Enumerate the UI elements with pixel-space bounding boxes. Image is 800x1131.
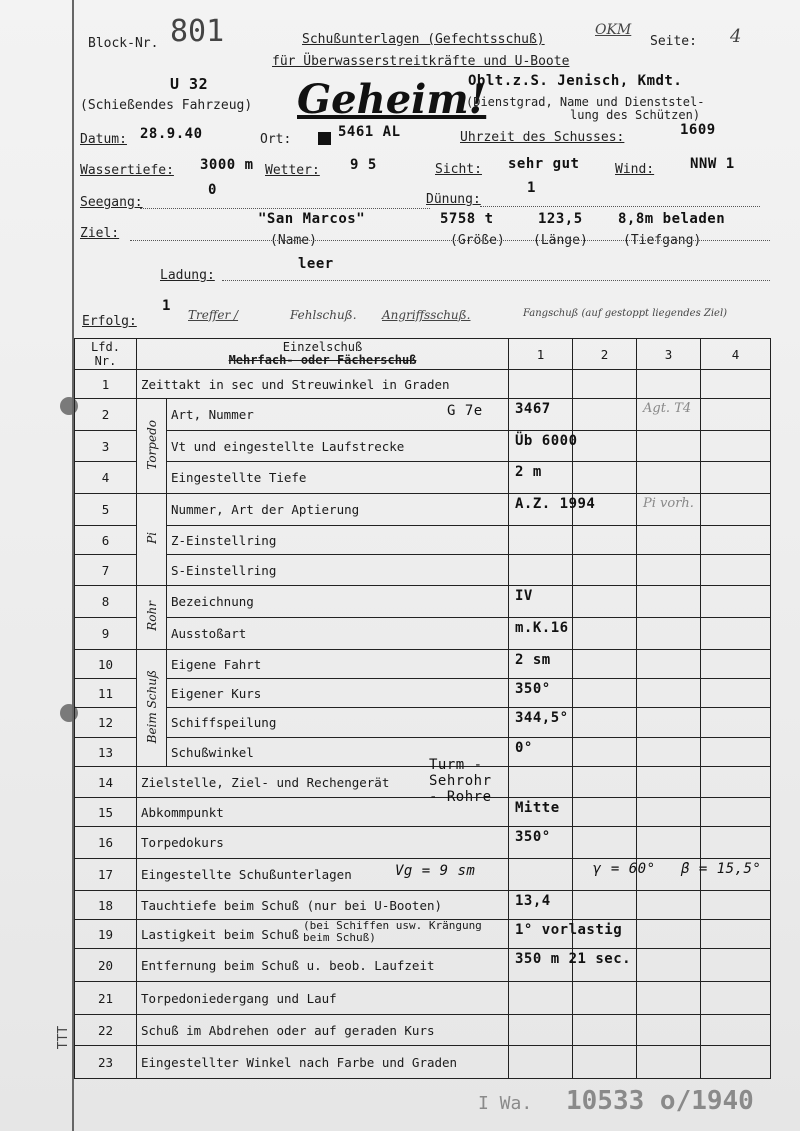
row-number: 12: [75, 708, 137, 738]
commander-caption-2: lung des Schützen): [570, 108, 701, 122]
value-col-2: [573, 859, 656, 891]
row-number: 6: [75, 526, 137, 555]
row-label-cell: [167, 679, 509, 708]
value-col-1: [509, 555, 573, 586]
row-number: 5: [75, 494, 137, 526]
row-label-cell: [137, 370, 509, 399]
row-label-cell: [137, 1015, 509, 1046]
commander: Oblt.z.S. Jenisch, Kmdt.: [468, 73, 683, 89]
table-row: [75, 1046, 771, 1079]
commander-caption-1: (Dienstgrad, Name und Dienststel-: [466, 95, 705, 109]
block-label: Block-Nr.: [88, 36, 159, 51]
depth-value: 3000 m: [200, 157, 254, 173]
table-row: [75, 462, 771, 494]
archive-number: 10533 o/1940: [566, 1086, 754, 1116]
row-label-cell: [167, 708, 509, 738]
value-1: 1° vorlastig: [515, 922, 623, 938]
weather-label: Wetter:: [265, 163, 320, 178]
target-length: 123,5: [538, 211, 583, 227]
value-col-2: [573, 949, 637, 982]
dotted-line: [130, 240, 770, 241]
page-value: 4: [730, 26, 742, 47]
row-number: 17: [75, 859, 137, 891]
row-label-cell: [167, 555, 509, 586]
row-number: 22: [75, 1015, 137, 1046]
date-value: 28.9.40: [140, 126, 203, 142]
result-label: Erfolg:: [82, 314, 137, 329]
result-count: 1: [162, 298, 171, 314]
value-col-4: [701, 827, 771, 859]
row-label: S-Einstellring: [171, 562, 277, 578]
value-col-1: [509, 920, 623, 949]
boat-caption: (Schießendes Fahrzeug): [80, 98, 253, 113]
row-label: Zielstelle, Ziel- und Rechengerät: [141, 774, 390, 790]
row-number: 18: [75, 891, 137, 920]
value-col-2: [573, 708, 637, 738]
value-1: IV: [515, 588, 533, 604]
value-1: Mitte: [515, 800, 560, 816]
value-col-2: [573, 618, 637, 650]
table-row: [75, 708, 771, 738]
row-label-cell: [137, 757, 509, 805]
row-number: 3: [75, 431, 137, 462]
value-col-4: [701, 679, 771, 708]
value-col-2: [573, 555, 637, 586]
value-col-1: [509, 618, 573, 650]
block-number: 801: [170, 14, 225, 49]
value-col-3: [637, 370, 701, 399]
dotted-line: [480, 206, 760, 207]
value-1: 2 m: [515, 464, 542, 480]
value-col-1: [509, 679, 573, 708]
value-1: A.Z. 1994: [515, 496, 596, 512]
row-number: 20: [75, 949, 137, 982]
target-label: Ziel:: [80, 226, 120, 241]
row-label: Torpedokurs: [141, 835, 224, 850]
value-col-3: [637, 949, 701, 982]
row-label-cell: [137, 949, 509, 982]
sea-label: Seegang:: [80, 195, 143, 210]
value-col-3: [637, 982, 701, 1015]
value-col-4: [701, 859, 771, 891]
form-title: Schußunterlagen (Gefechtsschuß): [302, 32, 545, 47]
table-row: [75, 891, 771, 920]
row-label: Eigene Fahrt: [171, 656, 262, 672]
row-annotation: G 7e: [447, 403, 483, 419]
row-number: 23: [75, 1046, 137, 1079]
value-1: 13,4: [515, 893, 551, 909]
value-col-1: [509, 462, 573, 494]
row-label-cell: [167, 650, 509, 679]
group-label: Beim Schuß: [144, 669, 159, 744]
okm-mark: OKM: [595, 22, 632, 38]
row-number: 11: [75, 679, 137, 708]
row-label: Eigener Kurs: [171, 685, 262, 701]
table-row: [75, 738, 771, 767]
value-col-4: [701, 708, 771, 738]
caption-size: (Größe): [450, 233, 505, 248]
value-col-4: [701, 798, 771, 827]
target-size: 5758 t: [440, 211, 494, 227]
group-rohr: [137, 586, 167, 650]
value-col-2: [573, 370, 637, 399]
row-number: 13: [75, 738, 137, 767]
gamma-angle: γ = 60°: [593, 861, 656, 877]
row-number: 8: [75, 586, 137, 618]
place-value: 5461 AL: [338, 124, 401, 140]
value-col-2: [573, 526, 637, 555]
weather-value: 9 5: [350, 157, 377, 173]
table-row: [75, 1015, 771, 1046]
row-label: Bezeichnung: [171, 594, 254, 609]
value-col-4: [701, 494, 771, 526]
target-draught: 8,8m beladen: [618, 211, 726, 227]
row-label-cell: [137, 1046, 509, 1079]
header-single-shot: Einzelschuß: [282, 339, 363, 354]
value-1: 350°: [515, 829, 551, 845]
value-col-3: [637, 586, 701, 618]
value-1: m.K.16: [515, 620, 569, 636]
header-col-4: 4: [701, 339, 771, 370]
row-label: Art, Nummer: [171, 407, 254, 422]
table-row: [75, 555, 771, 586]
visibility-value: sehr gut: [508, 156, 580, 172]
table-row: [75, 949, 771, 982]
value-col-2: [573, 650, 637, 679]
row-number: 16: [75, 827, 137, 859]
row-label-cell: [167, 618, 509, 650]
row-number: 19: [75, 920, 137, 949]
value-col-3: [637, 827, 701, 859]
table-row: [75, 586, 771, 618]
row-number: 21: [75, 982, 137, 1015]
value-col-4: [701, 555, 771, 586]
cargo-value: leer: [298, 256, 334, 272]
value-col-2: [573, 891, 637, 920]
value-col-2: [573, 679, 637, 708]
table-row: [75, 679, 771, 708]
header-multi-shot: Mehrfach- oder Fächerschuß: [228, 353, 417, 367]
table-body: [75, 370, 771, 1079]
value-col-1: [509, 949, 632, 982]
row-number: 2: [75, 399, 137, 431]
archive-label: I Wa.: [478, 1093, 533, 1114]
header-col-2: 2: [573, 339, 637, 370]
table-row: [75, 767, 771, 798]
row-number: 15: [75, 798, 137, 827]
value-col-3: [637, 738, 701, 767]
row-label: Abkommpunkt: [141, 804, 224, 820]
table-row: [75, 920, 771, 949]
value-col-1: [509, 708, 573, 738]
value-col-2: [573, 738, 637, 767]
value-col-1: [509, 859, 573, 891]
table-row: [75, 370, 771, 399]
firing-data-table: [74, 338, 771, 1079]
row-annotation: Turm - Sehrohr - Rohre: [429, 757, 492, 805]
group-label: Rohr: [144, 601, 159, 631]
row-label: Lastigkeit beim Schuß: [141, 926, 300, 942]
row-label: Schuß im Abdrehen oder auf geraden Kurs: [141, 1022, 435, 1038]
value-col-2: [573, 462, 637, 494]
cargo-label: Ladung:: [160, 268, 215, 283]
value-1: Üb 6000: [515, 433, 578, 449]
value-col-1: [509, 891, 573, 920]
value-col-3: [637, 1046, 701, 1079]
group-label: Torpedo: [144, 419, 159, 470]
row-label-cell: [167, 494, 509, 526]
table-row: [75, 399, 771, 431]
value-col-4: [701, 1015, 771, 1046]
row-label: Eingestellte Tiefe: [171, 470, 307, 485]
table-row: [75, 618, 771, 650]
caption-draught: (Tiefgang): [623, 233, 702, 248]
value-col-4: [701, 431, 771, 462]
boat-name: U 32: [170, 75, 209, 93]
row-number: 14: [75, 767, 137, 798]
row-label-cell: [137, 859, 509, 891]
value-col-1: [509, 586, 573, 618]
row-label-cell: [137, 891, 509, 920]
date-label: Datum:: [80, 132, 127, 147]
row-label: Schußwinkel: [171, 744, 254, 760]
value-col-4: [701, 586, 771, 618]
header-nr-label: Lfd. Nr.: [91, 340, 120, 368]
value-col-3: [637, 798, 701, 827]
value-col-2: [573, 431, 637, 462]
value-col-1: [509, 431, 578, 462]
value-col-3: [637, 555, 701, 586]
row-number: 9: [75, 618, 137, 650]
value-col-4: [701, 738, 771, 767]
target-name: "San Marcos": [258, 211, 366, 227]
row-label: Nummer, Art der Aptierung: [171, 502, 360, 517]
value-col-4: [701, 920, 771, 949]
value-col-2: [573, 494, 637, 526]
row-label: Eingestellter Winkel nach Farbe und Graden: [141, 1054, 458, 1070]
result-catch: Fangschuß (auf gestoppt liegendes Ziel): [523, 308, 728, 319]
value-col-2: [573, 920, 637, 949]
wind-value: NNW 1: [690, 156, 735, 172]
value-col-1: [509, 650, 573, 679]
value-1: 0°: [515, 740, 533, 756]
value-col-1: [509, 494, 596, 526]
value-col-1: [509, 399, 573, 431]
value-1: 3467: [515, 401, 551, 417]
value-col-4: [701, 650, 771, 679]
value-col-3: [637, 618, 701, 650]
group-beim_schuss: [137, 650, 167, 767]
wind-label: Wind:: [615, 162, 655, 177]
beta-angle: β = 15,5°: [681, 861, 762, 877]
value-col-4: [701, 462, 771, 494]
secret-stamp: Geheim!: [297, 76, 487, 123]
value-1: 2 sm: [515, 652, 551, 668]
row-label-cell: [137, 798, 509, 827]
value-col-2: [573, 767, 637, 798]
value-col-3: [637, 399, 701, 431]
row-label-cell: [167, 462, 509, 494]
caption-length: (Länge): [533, 233, 588, 248]
header-description: [137, 339, 509, 370]
value-col-3: [637, 650, 701, 679]
value-1: 350°: [515, 681, 551, 697]
value-col-4: [701, 399, 771, 431]
value-col-3: [637, 708, 701, 738]
value-col-1: [509, 526, 573, 555]
dotted-line: [222, 280, 770, 281]
value-col-4: [701, 891, 771, 920]
row-label-cell: [167, 586, 509, 618]
value-col-3: [637, 767, 701, 798]
value-col-3: [637, 431, 701, 462]
value-col-3: [637, 1015, 701, 1046]
value-col-4: [701, 1046, 771, 1079]
time-value: 1609: [680, 122, 716, 138]
row-annotation: Vg = 9 sm: [395, 863, 476, 879]
row-label: Ausstoßart: [171, 626, 247, 641]
value-col-4: [701, 982, 771, 1015]
table-row: [75, 982, 771, 1015]
page-label: Seite:: [650, 34, 697, 49]
group-pi: [137, 494, 167, 586]
row-number: 1: [75, 370, 137, 399]
table-row: [75, 798, 771, 827]
value-col-4: [701, 767, 771, 798]
value-col-3: [637, 494, 701, 526]
result-hit: Treffer /: [188, 308, 239, 322]
value-3: Agt. T4: [643, 401, 692, 416]
dotted-line: [140, 208, 430, 209]
row-label-cell: [167, 431, 509, 462]
result-attack: Angriffsschuß.: [382, 308, 471, 322]
value-col-2: [573, 399, 637, 431]
table-row: [75, 859, 771, 891]
caption-name: (Name): [270, 233, 317, 248]
value-col-1: [509, 767, 573, 798]
row-number: 10: [75, 650, 137, 679]
value-col-3: [637, 526, 701, 555]
result-miss: Fehlschuß.: [290, 308, 357, 322]
value-col-2: [573, 982, 637, 1015]
value-col-4: [701, 618, 771, 650]
row-label-cell: [167, 526, 509, 555]
value-col-4: [701, 949, 771, 982]
row-label: Tauchtiefe beim Schuß (nur bei U-Booten): [141, 897, 443, 913]
table-row: [75, 494, 771, 526]
value-col-3: [637, 679, 701, 708]
value-col-3: [637, 462, 701, 494]
depth-label: Wassertiefe:: [80, 163, 174, 178]
value-col-1: [509, 798, 573, 827]
time-label: Uhrzeit des Schusses:: [460, 130, 625, 145]
row-label: Zeittakt in sec und Streuwinkel in Graden: [141, 376, 450, 392]
row-label: Schiffspeilung: [171, 715, 277, 730]
grid-square-icon: [318, 132, 331, 145]
row-label-cell: [137, 827, 509, 859]
value-col-2: [573, 798, 637, 827]
value-col-1: [509, 1046, 573, 1079]
value-col-3: [637, 859, 762, 891]
form-subtitle: für Überwasserstreitkräfte und U-Boote: [272, 54, 570, 69]
table-row: [75, 431, 771, 462]
group-torpedo: [137, 399, 167, 494]
table-header: [75, 339, 771, 370]
value-3: Pi vorh.: [643, 496, 694, 511]
row-label-cell: [137, 982, 509, 1015]
value-1: 350 m 21 sec.: [515, 951, 632, 967]
row-label: Vt und eingestellte Laufstrecke: [171, 438, 405, 454]
row-label-note: (bei Schiffen usw. Krängung beim Schuß): [303, 919, 482, 944]
row-label: Z-Einstellring: [171, 532, 277, 548]
swell-value: 1: [527, 180, 536, 196]
row-label-cell: [167, 399, 509, 431]
row-label: Eingestellte Schußunterlagen: [141, 867, 352, 882]
visibility-label: Sicht:: [435, 162, 482, 177]
sea-value: 0: [208, 182, 217, 198]
row-label: Torpedoniedergang und Lauf: [141, 990, 337, 1006]
value-col-2: [573, 827, 637, 859]
row-number: 7: [75, 555, 137, 586]
row-label-cell: [137, 920, 509, 949]
row-number: 4: [75, 462, 137, 494]
value-col-3: [637, 920, 701, 949]
value-col-4: [701, 526, 771, 555]
value-col-1: [509, 982, 573, 1015]
row-label: Entfernung beim Schuß u. beob. Laufzeit: [141, 957, 435, 973]
value-col-1: [509, 1015, 573, 1046]
value-col-4: [701, 370, 771, 399]
table-row: [75, 526, 771, 555]
value-1: 344,5°: [515, 710, 569, 726]
value-col-2: [573, 1015, 637, 1046]
value-col-1: [509, 827, 573, 859]
value-col-2: [573, 1046, 637, 1079]
group-label: Pi: [144, 532, 159, 544]
value-col-3: [637, 891, 701, 920]
side-mark: TTT: [56, 1025, 72, 1050]
table-row: [75, 650, 771, 679]
swell-label: Dünung:: [426, 192, 481, 207]
header-col-3: 3: [637, 339, 701, 370]
place-label: Ort:: [260, 132, 292, 147]
table-row: [75, 827, 771, 859]
header-col-1: 1: [509, 339, 573, 370]
value-col-1: [509, 738, 573, 767]
value-col-1: [509, 370, 573, 399]
header-nr: [75, 339, 137, 370]
value-col-2: [573, 586, 637, 618]
